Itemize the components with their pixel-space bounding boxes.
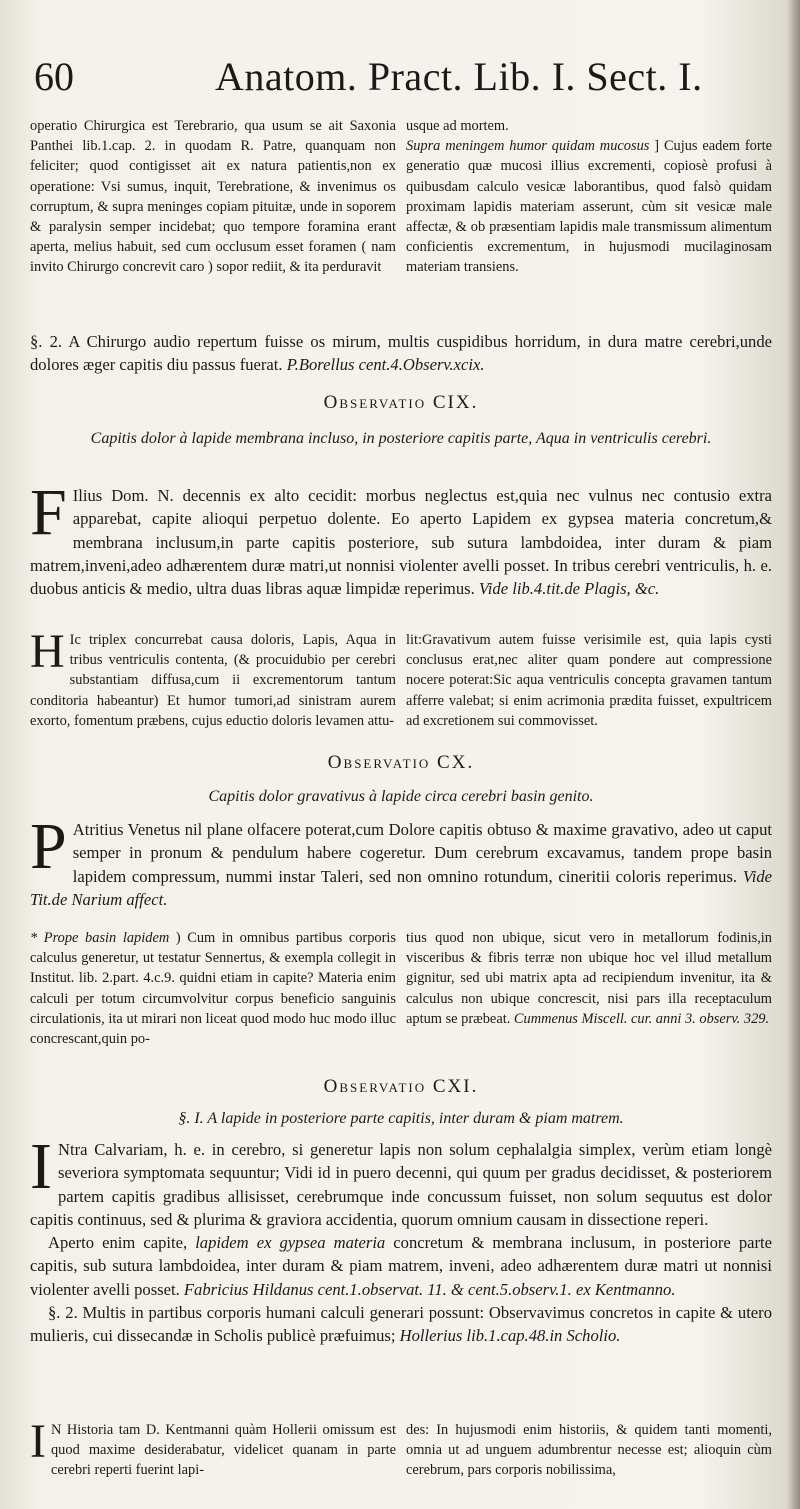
annotation-left-column: * Prope basin lapidem ) Cum in omnibus partibus corporis calculus generetur, ut testatur Sennertus, & exempla collegit in Institut. lib. 2.part. 4.c.9. quidni etiam in capite? Materia enim calculi per totum circumvolvitur corpus beneficio sanguinis circulationis, ita ut mirari non liceat quod modo huc modo illuc concrescant,quin po- <box>30 930 396 1048</box>
commentary-text: usque ad mortem. Supra meningem humor quidam mucosus ] Cujus eadem forte generatio quæ mucosi illius excrementi, copiosè profusi à quibusdam calculo vesicæ laborantibus, quod falsò quidam proximam lapidis materiam asserunt, cùm sit vesicæ male affectæ, & ob præsentiam lapidis male transmissum alimentum conficientis excrementum, in hujusmodi mucilaginosam materiam transiens. <box>406 118 773 276</box>
reference: P.Borellus cent.4.Observ.xcix. <box>286 355 485 375</box>
observation-subtitle-cix: Capitis dolor à lapide membrana incluso, in posteriore capitis parte, Aqua in ventriculis cerebri. <box>90 430 712 447</box>
annotation-cx <box>30 928 772 1049</box>
reference: Fabricius Hildanus cent.1.observat. 11. & cent.5.observ.1. ex Kentmanno. <box>183 1279 676 1299</box>
observation-heading-cxi: Observatio CXI. <box>323 1076 479 1097</box>
page-edge-shadow <box>786 0 800 1509</box>
commentary-right-column <box>406 116 772 278</box>
annotation-right-column: tius quod non ubique, sicut vero in metallorum fodinis,in visceribus & fibris terræ non ubique hoc vel illud metallum gignitur, sed ubi matrix apta ad recipiendum invenitur, ita & calculus non ubique concrescit, nisi pars illa receptaculum aptum se præbeat. Cummenus Miscell. cur. anni 3. observ. 329. <box>406 930 772 1027</box>
page-header <box>30 52 770 112</box>
drop-cap: F <box>30 476 67 549</box>
reference: Vide lib.4.tit.de Plagis, &c. <box>478 579 660 599</box>
reference: Cummenus Miscell. cur. anni 3. observ. 329. <box>513 1010 770 1027</box>
commentary-left-column <box>30 116 396 278</box>
page-number: 60 <box>34 54 74 99</box>
scholion-cix <box>30 625 772 731</box>
scholion-right-column: des: In hujusmodi enim historiis, & quidem tanti momenti, omnia ut ad unguem adumbrentur necesse est; alioquin cùm cerebrum, pars corporis nobilissima, <box>406 1422 772 1479</box>
drop-cap: I <box>30 1415 46 1468</box>
observation-body-cxi: I Ntra Calvariam, h. e. in cerebro, si generetur lapis non solum cephalalgia simplex, verùm etiam longè severiora symptomata sequuntur; Vidi id in puero decenni, qui quum per gradus decidisset, & posteriorem partem capitis gradibus allisisset, cerebrumque inde concussum fuisset, non solum sequutus est dolor capitis continuus, sed & plurima & graviora accidentia, quorum omnium causam in dissectione reperi. Aperto enim capite, lapidem ex gypsea materia concretum & membrana inclusum, in posteriore parte capitis, sub sutura lambdoidea, inter duram & piam matrem, inveni, adeo adhærentem duræ matri ut nonnisi violenter avelli posset. Fabricius Hildanus cent.1.observat. 11. & cent.5.observ.1. ex Kentmanno. §. 2. Multis in partibus corporis humani calculi generari possunt: Observavimus concretos in capite & utero mulieris, cui dissecandæ in Scholis publicè præfuimus; Hollerius lib.1.cap.48.in Scholio. <box>30 1138 772 1348</box>
observation-subtitle-cxi: §. I. A lapide in posteriore parte capitis, inter duram & piam matrem. <box>178 1110 624 1127</box>
observation-paragraph: Aperto enim capite, lapidem ex gypsea materia concretum & membrana inclusum, in posteriore parte capitis, sub sutura lambdoidea, inter duram & piam matrem, inveni, adeo adhærentem duræ matri ut nonnisi violenter avelli posset. Fabricius Hildanus cent.1.observat. 11. & cent.5.observ.1. ex Kentmanno. <box>30 1233 772 1299</box>
scholion-left-column: H Ic triplex concurrebat causa doloris, Lapis, Aqua in tribus ventriculis contenta, (& procuidubio per cerebri substantiam diffusa,cum ii excrementorum tantum conditoria habeantur) Et humor tumori,ad sinistram aurem exorto, fomentum præbens, cujus eductio doloris levamen attu- <box>30 625 396 729</box>
running-title: Anatom. Pract. Lib. I. Sect. I. <box>215 54 703 99</box>
scholion-left-column: I N Historia tam D. Kentmanni quàm Hollerii omissum est quod maxime desiderabatur, videlicet quanam in parte cerebri reperti fuerint lapi- <box>30 1415 396 1479</box>
drop-cap: H <box>30 625 65 678</box>
lemma: Supra meningem humor quidam mucosus <box>406 138 650 155</box>
observation-paragraph: §. 2. Multis in partibus corporis humani calculi generari possunt: Observavimus concretos in capite & utero mulieris, cui dissecandæ in Scholis publicè præfuimus; Hollerius lib.1.cap.48.in Scholio. <box>30 1303 772 1346</box>
observation-body-cx: P Atritius Venetus nil plane olfacere poterat,cum Dolore capitis obtuso & maxime gravativo, adeo ut caput semper in pronum & pendulum habere cogeretur. Dum cerebrum excavamus, tandem prope basin lapidem compressum, nummi instar Taleri, sed non omnino rotundum, cineritii coloris reperimus. Vide Tit.de Narium affect. <box>30 810 772 909</box>
commentary-text: operatio Chirurgica est Terebrario, qua usum se ait Saxonia Panthei lib.1.cap. 2. in quodam R. Patre, quanquam non feliciter; quod contigisset ait ex natura patientis,non ex operatione: Vsi sumus, inquit, Terebratione, & invenimus os corruptum, & supra meninges copiam pituitæ, unde in soporem & paralysin semper incidebat; quo tempore foramina erant aperta, melius habuit, sed cum occlusum esset foramen ( nam invito Chirurgo concrevit caro ) sopor rediit, & ita perduravit <box>30 118 396 276</box>
reference: Vide Tit.de Narium affect. <box>30 866 772 909</box>
scholion-cxi <box>30 1415 772 1481</box>
commentary-block-1 <box>30 116 772 278</box>
drop-cap: I <box>30 1130 52 1203</box>
scholion-right-column: lit:Gravativum autem fuisse verisimile est, quia lapis cysti conclusus erat,nec aliter quam pondere aut compressione nocere poterat:Sic aqua ventriculis concepta gravamen tantum afferre valebat; si enim acrimonia prædita fuisset, expultricem ad excretionem sui commovisset. <box>406 632 772 729</box>
observation-subtitle-cx: Capitis dolor gravativus à lapide circa cerebri basin genito. <box>208 788 594 805</box>
observation-body-cix: F Ilius Dom. N. decennis ex alto cecidit: morbus neglectus est,quia nec vulnus nec contusio extra apparebat, capite alioqui perpetuo dolente. Eo aperto Lapidem ex gypsea materia concretum,& membrana inclusum,in parte capitis posteriore, sub sutura lambdoidea, inter duram & piam matrem,inveni,adeo adhærentem duræ matri,ut nonnisi violenter avelli posset. In tribus cerebri ventriculis, h. e. duobus anticis & medio, ultra duas libras aquæ limpidæ reperimus. Vide lib.4.tit.de Plagis, &c. <box>30 476 772 599</box>
reference: Hollerius lib.1.cap.48.in Scholio. <box>399 1326 621 1346</box>
observation-heading-cx: Observatio CX. <box>327 752 475 773</box>
paragraph-section-2: §. 2. A Chirurgo audio repertum fuisse os mirum, multis cuspidibus horridum, in dura matre cerebri,unde dolores æger capitis diu passus fuerat. P.Borellus cent.4.Observ.xcix. <box>30 332 772 375</box>
lemma: * Prope basin lapidem <box>30 930 170 946</box>
drop-cap: P <box>30 810 67 883</box>
observation-heading-cix: Observatio CIX. <box>323 392 479 413</box>
